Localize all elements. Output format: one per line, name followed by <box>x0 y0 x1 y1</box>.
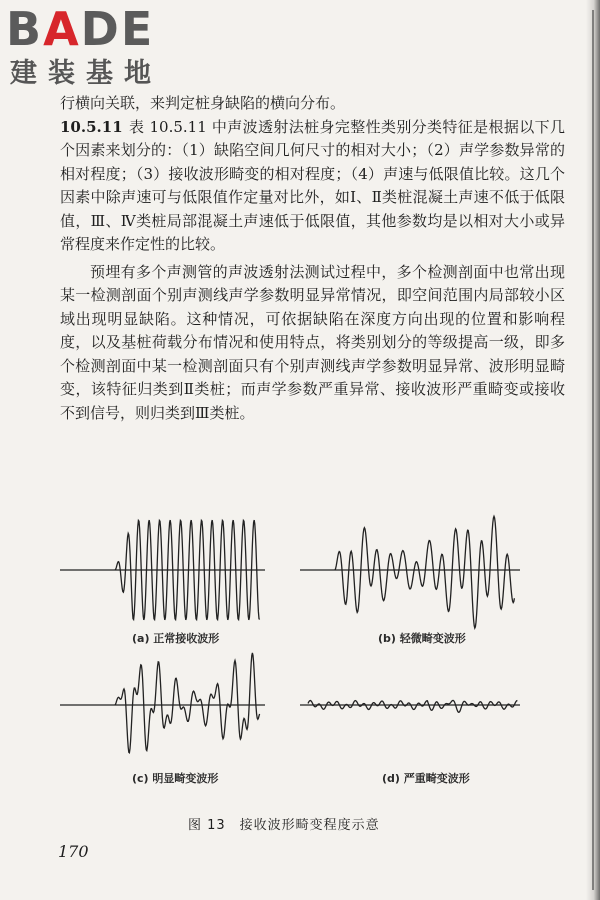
page-number: 170 <box>58 842 89 861</box>
caption-b: (b) 轻微畸变波形 <box>378 632 466 645</box>
figure-title: 图 13 接收波形畸变程度示意 <box>188 818 380 833</box>
figure-waveforms <box>60 500 530 800</box>
logo-wordmark <box>6 4 154 54</box>
paragraph-continuation: 行横向关联，来判定桩身缺陷的横向分布。 <box>60 94 346 112</box>
caption-a: (a) 正常接收波形 <box>132 632 220 645</box>
logo-letter-a: A <box>43 2 81 56</box>
waveform-diagram <box>60 500 530 800</box>
watermark-logo <box>6 4 176 89</box>
waveform-obvious <box>115 653 260 753</box>
logo-chinese-text: 建装基地 <box>10 58 162 89</box>
page-edge-line <box>592 10 594 890</box>
section-number: 10.5.11 <box>60 117 123 136</box>
paragraph-section <box>60 116 565 257</box>
body-text <box>60 92 565 425</box>
logo-letters-de: DE <box>80 2 155 56</box>
waveform-slight <box>335 516 514 628</box>
caption-c: (c) 明显畸变波形 <box>132 772 219 785</box>
paragraph-multi-profile: 预埋有多个声测管的声波透射法测试过程中，多个检测剖面中也常出现某一检测剖面个别声测线声学参数明显异常情况，即空间范围内局部较小区域出现明显缺陷。这种情况，可依据缺陷在深度方向出现的位置和影响程度，以及基桩荷载分布情况和使用特点，将类别划分的等级提高一级，即多个检测剖面中某一检测剖面只有个别声测线声学参数明显异常、波形明显畸变，该特征归类到Ⅱ类桩；而声学参数严重异常、接收波形严重畸变或接收不到信号，则归类到Ⅲ类桩。 <box>60 262 565 422</box>
section-text: 表 10.5.11 中声波透射法桩身完整性类别分类特征是根据以下几个因素来划分的：（1）缺陷空间几何尺寸的相对大小；（2）声学参数异常的相对程度；（3）接收波形畸变的相对程度；（4）声速与低限值比较。这几个因素中除声速可与低限值作定量对比外，如Ⅰ、Ⅱ类桩混凝土声速不低于低限值，Ⅲ、Ⅳ类桩局部混凝土声速低于低限值，其他参数均是以相对大小或异常程度来作定性的比较。 <box>60 117 565 253</box>
waveform-severe <box>308 700 517 712</box>
logo-letter-b: B <box>6 2 44 56</box>
caption-d: (d) 严重畸变波形 <box>382 772 470 785</box>
